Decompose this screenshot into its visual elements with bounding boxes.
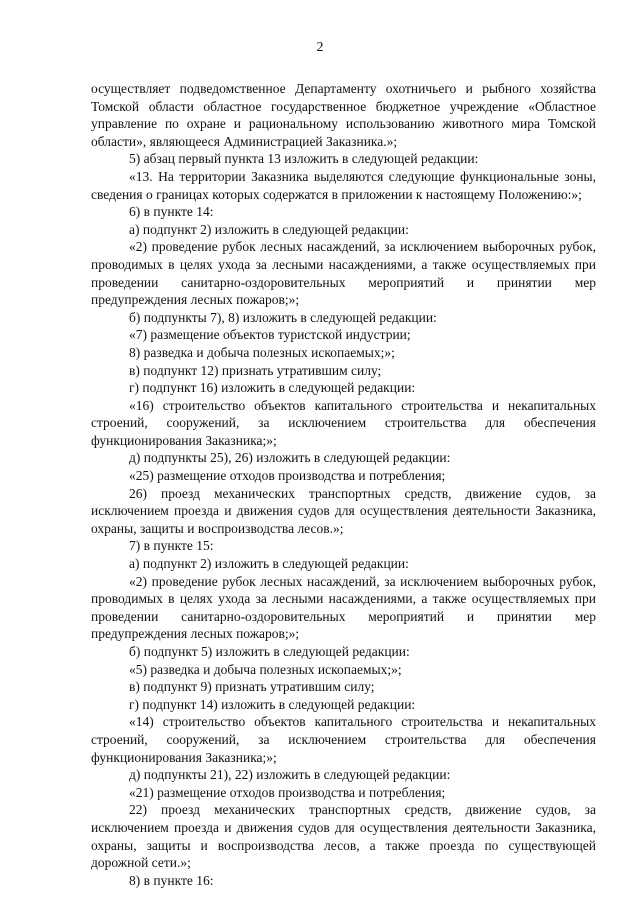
paragraph: а) подпункт 2) изложить в следующей редакции: bbox=[129, 221, 409, 237]
paragraph: в) подпункт 12) признать утратившим силу; bbox=[129, 362, 382, 378]
paragraph: 8) разведка и добыча полезных ископаемых;»; bbox=[129, 344, 395, 360]
paragraph: 7) в пункте 15: bbox=[129, 538, 214, 554]
paragraph: «5) разведка и добыча полезных ископаемых;»; bbox=[129, 661, 402, 677]
paragraph: д) подпункты 21), 22) изложить в следующей редакции: bbox=[129, 767, 451, 783]
paragraph: «21) размещение отходов производства и потребления; bbox=[129, 784, 446, 800]
paragraph: в) подпункт 9) признать утратившим силу; bbox=[129, 679, 375, 695]
paragraph: г) подпункт 14) изложить в следующей редакции: bbox=[129, 696, 416, 712]
paragraph: 8) в пункте 16: bbox=[129, 872, 214, 888]
document-body bbox=[91, 80, 596, 889]
paragraph: д) подпункты 25), 26) изложить в следующей редакции: bbox=[129, 450, 451, 466]
paragraph: «2) проведение рубок лесных насаждений, за исключением выборочных рубок, проводимых в целях ухода за лесными насаждениями, а также осуществляемых при проведении санитарно-оздоровительных мероприятий и принятии мер предупреждения лесных пожаров;»; bbox=[91, 573, 596, 642]
paragraph: «16) строительство объектов капитального строительства и некапитальных строений, сооружений, за исключением строительства для обеспечения функционирования Заказника;»; bbox=[91, 397, 596, 448]
paragraph: «2) проведение рубок лесных насаждений, за исключением выборочных рубок, проводимых в целях ухода за лесными насаждениями, а также осуществляемых при проведении санитарно-оздоровительных мероприятий и принятии мер предупреждения лесных пожаров;»; bbox=[91, 239, 596, 308]
paragraph: 6) в пункте 14: bbox=[129, 204, 214, 220]
page-number: 2 bbox=[316, 40, 324, 55]
paragraph: 5) абзац первый пункта 13 изложить в следующей редакции: bbox=[129, 151, 479, 167]
paragraph: г) подпункт 16) изложить в следующей редакции: bbox=[129, 380, 416, 396]
paragraph: осуществляет подведомственное Департаменту охотничьего и рыбного хозяйства Томской области областное государственное бюджетное учреждение «Областное управление по охране и рациональному использованию животного мира Томской области», являющееся Администрацией Заказника.»; bbox=[91, 81, 596, 149]
paragraph: 26) проезд механических транспортных средств, движение судов, за исключением проезда и движения судов для осуществления деятельности Заказника, охраны, защиты и воспроизводства лесов.»; bbox=[91, 485, 596, 536]
paragraph: «25) размещение отходов производства и потребления; bbox=[129, 468, 446, 484]
paragraph: а) подпункт 2) изложить в следующей редакции: bbox=[129, 556, 409, 572]
paragraph: «7) размещение объектов туристской индустрии; bbox=[129, 327, 411, 343]
paragraph: 22) проезд механических транспортных средств, движение судов, за исключением проезда и движения судов для осуществления деятельности Заказника, охраны, защиты и воспроизводства лесов, а также проезда по существующей дорожной сети.»; bbox=[91, 802, 596, 871]
paragraph: «14) строительство объектов капитального строительства и некапитальных строений, сооружений, за исключением строительства для обеспечения функционирования Заказника;»; bbox=[91, 714, 596, 765]
paragraph: б) подпункты 7), 8) изложить в следующей редакции: bbox=[129, 309, 437, 325]
paragraph: б) подпункт 5) изложить в следующей редакции: bbox=[129, 644, 410, 659]
paragraph: «13. На территории Заказника выделяются следующие функциональные зоны, сведения о границах которых содержатся в приложении к настоящему Положению:»; bbox=[91, 168, 596, 202]
